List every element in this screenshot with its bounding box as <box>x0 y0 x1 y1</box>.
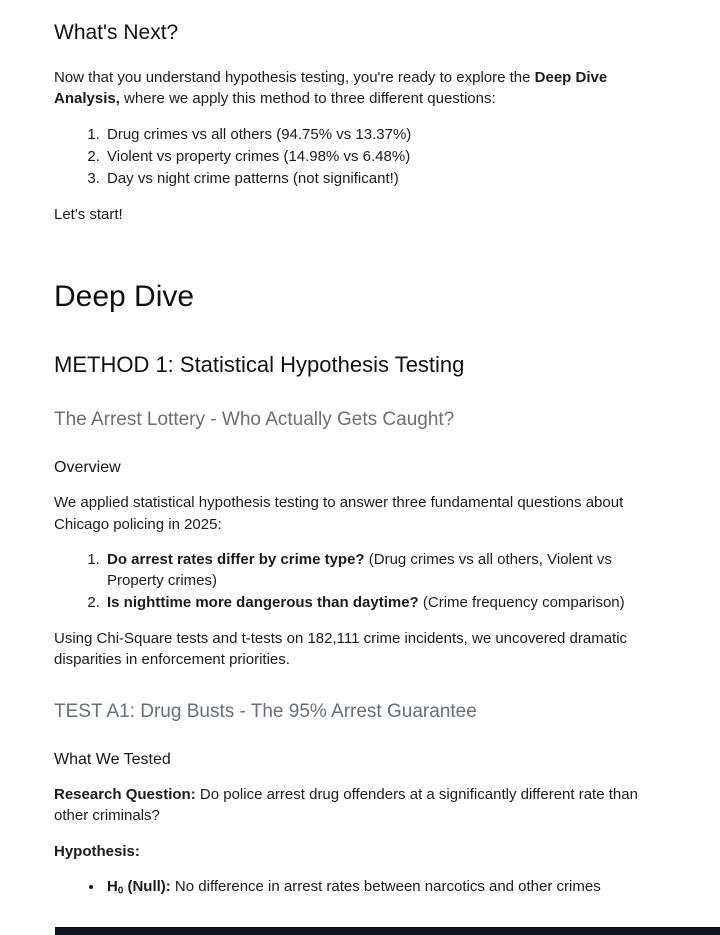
heading-test-a1: TEST A1: Drug Busts - The 95% Arrest Guarantee <box>54 701 477 723</box>
h0-null-text: (Null): <box>123 877 171 895</box>
list-item: 2. Violent vs property crimes (14.98% vs 6.48%) <box>104 146 666 167</box>
hypothesis-label-paragraph <box>54 841 666 862</box>
h0-subscript: 0 <box>117 885 124 897</box>
intro-paragraph <box>54 67 666 110</box>
research-question-paragraph <box>54 784 666 827</box>
hypothesis-list <box>54 876 666 898</box>
question-bold-text: Is nighttime more dangerous than daytime? <box>107 594 419 612</box>
methods-summary-paragraph: Using Chi-Square tests and t-tests on 182,111 crime incidents, we uncovered dramatic disparities in enforcement priorities. <box>54 629 628 668</box>
heading-what-we-tested: What We Tested <box>54 751 171 769</box>
intro-text-2: where we apply this method to three different questions: <box>119 90 496 108</box>
list-item <box>104 549 666 592</box>
heading-arrest-lottery: The Arrest Lottery - Who Actually Gets Caught? <box>54 409 455 431</box>
list-item: 3. Day vs night crime patterns (not significant!) <box>104 168 666 189</box>
intro-bold-text: Deep Dive Analysis, <box>54 69 608 108</box>
list-item <box>104 876 666 898</box>
hypothesis-label: Hypothesis: <box>54 842 140 860</box>
h0-letter: H <box>107 877 118 895</box>
intro-text-1: Now that you understand hypothesis testing, you're ready to explore the <box>54 69 535 87</box>
question-bold-text: Do arrest rates differ by crime type? <box>107 550 365 568</box>
research-question-label: Research Question: <box>54 786 196 804</box>
null-hypothesis-label <box>107 878 171 895</box>
null-hypothesis-text: No difference in arrest rates between narcotics and other crimes <box>170 877 601 895</box>
question-rest-text: (Drug crimes vs all others, Violent vs Property crimes) <box>107 550 612 590</box>
lets-start-text: Let's start! <box>54 205 123 223</box>
heading-overview: Overview <box>54 459 121 477</box>
question-rest-text: (Crime frequency comparison) <box>418 594 625 612</box>
tested-questions-list <box>54 549 666 614</box>
preview-questions-list <box>54 124 666 190</box>
research-question-text: Do police arrest drug offenders at a significantly different rate than other criminals? <box>54 786 638 825</box>
list-item: 1. Drug crimes vs all others (94.75% vs 13.37%) <box>104 124 666 145</box>
heading-method-1: METHOD 1: Statistical Hypothesis Testing <box>54 351 465 377</box>
overview-paragraph: We applied statistical hypothesis testing to answer three fundamental questions about Chicago policing in 2025: <box>54 494 624 533</box>
list-item <box>104 592 666 613</box>
heading-whats-next: What's Next? <box>54 21 179 44</box>
cut-off-dark-block <box>55 927 720 935</box>
heading-deep-dive: Deep Dive <box>54 279 195 313</box>
